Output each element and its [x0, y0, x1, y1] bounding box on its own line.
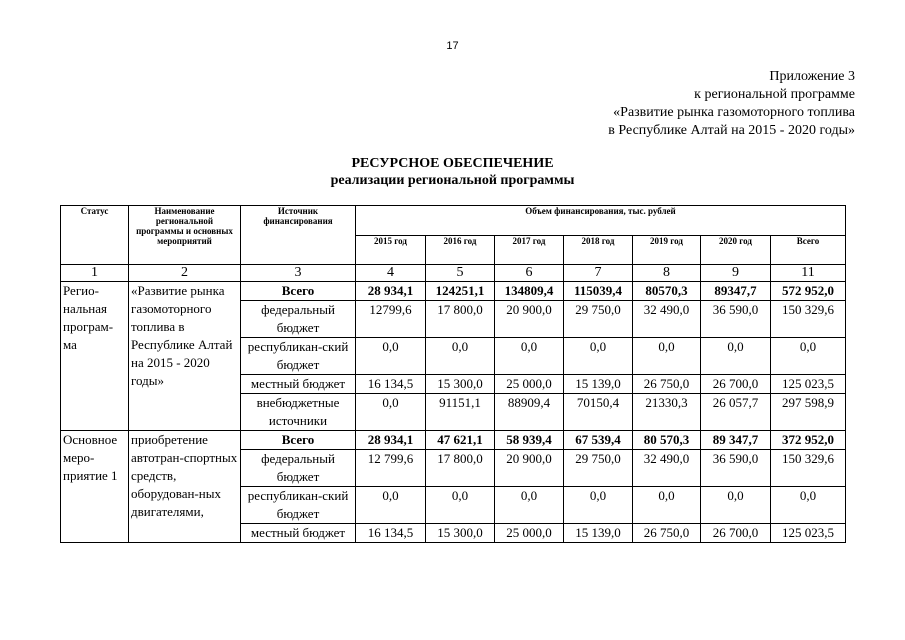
appendix-block — [608, 68, 855, 140]
value-cell: 15 139,0 — [564, 375, 633, 394]
value-cell: 0,0 — [701, 487, 771, 524]
appendix-line: Приложение 3 — [769, 69, 855, 84]
value-cell: 21330,3 — [633, 394, 701, 431]
value-cell: 36 590,0 — [701, 450, 771, 487]
value-cell: 134809,4 — [495, 282, 564, 301]
subtitle-line: реализации региональной программы — [330, 173, 575, 188]
source-cell: Всего — [241, 431, 356, 450]
column-number: 11 — [771, 265, 846, 282]
page-number: 17 — [446, 40, 459, 52]
column-number: 2 — [129, 265, 241, 282]
value-cell: 80570,3 — [633, 282, 701, 301]
value-cell: 58 939,4 — [495, 431, 564, 450]
value-cell: 28 934,1 — [356, 431, 426, 450]
header-year: 2016 год — [426, 235, 495, 265]
value-cell: 15 300,0 — [426, 375, 495, 394]
source-cell: Всего — [241, 282, 356, 301]
value-cell: 297 598,9 — [771, 394, 846, 431]
program-name-cell: «Развитие рынка газомоторного топлива в Республике Алтай на 2015 - 2020 годы» — [129, 282, 241, 431]
header-year: 2017 год — [495, 235, 564, 265]
header-year: 2020 год — [701, 235, 771, 265]
value-cell: 125 023,5 — [771, 524, 846, 543]
value-cell: 16 134,5 — [356, 375, 426, 394]
appendix-line: к региональной программе — [694, 87, 855, 102]
value-cell: 26 750,0 — [633, 524, 701, 543]
value-cell: 0,0 — [356, 338, 426, 375]
resource-table — [60, 205, 846, 543]
source-cell: республикан-ский бюджет — [241, 487, 356, 524]
column-number: 5 — [426, 265, 495, 282]
header-volume: Объем финансирования, тыс. рублей — [356, 206, 846, 236]
value-cell: 12799,6 — [356, 301, 426, 338]
source-cell: федеральный бюджет — [241, 450, 356, 487]
value-cell: 150 329,6 — [771, 301, 846, 338]
value-cell: 0,0 — [356, 487, 426, 524]
value-cell: 88909,4 — [495, 394, 564, 431]
source-cell: местный бюджет — [241, 375, 356, 394]
value-cell: 25 000,0 — [495, 375, 564, 394]
value-cell: 32 490,0 — [633, 301, 701, 338]
value-cell: 29 750,0 — [564, 450, 633, 487]
value-cell: 0,0 — [564, 338, 633, 375]
value-cell: 80 570,3 — [633, 431, 701, 450]
title-line: РЕСУРСНОЕ ОБЕСПЕЧЕНИЕ — [351, 156, 554, 171]
value-cell: 0,0 — [426, 338, 495, 375]
header-name: Наименование региональной программы и основных мероприятий — [129, 206, 241, 265]
source-cell: республикан-ский бюджет — [241, 338, 356, 375]
value-cell: 572 952,0 — [771, 282, 846, 301]
value-cell: 29 750,0 — [564, 301, 633, 338]
value-cell: 115039,4 — [564, 282, 633, 301]
value-cell: 47 621,1 — [426, 431, 495, 450]
header-year: 2018 год — [564, 235, 633, 265]
value-cell: 150 329,6 — [771, 450, 846, 487]
value-cell: 26 700,0 — [701, 524, 771, 543]
table-row — [61, 431, 846, 450]
header-year: 2019 год — [633, 235, 701, 265]
value-cell: 0,0 — [633, 338, 701, 375]
value-cell: 124251,1 — [426, 282, 495, 301]
value-cell: 89 347,7 — [701, 431, 771, 450]
value-cell: 0,0 — [633, 487, 701, 524]
value-cell: 91151,1 — [426, 394, 495, 431]
status-cell: Регио-нальная програм-ма — [61, 282, 129, 431]
value-cell: 0,0 — [426, 487, 495, 524]
value-cell: 0,0 — [771, 338, 846, 375]
value-cell: 16 134,5 — [356, 524, 426, 543]
value-cell: 372 952,0 — [771, 431, 846, 450]
value-cell: 17 800,0 — [426, 450, 495, 487]
value-cell: 12 799,6 — [356, 450, 426, 487]
appendix-line: «Развитие рынка газомоторного топлива — [613, 105, 855, 120]
value-cell: 0,0 — [701, 338, 771, 375]
table-row — [61, 282, 846, 301]
column-number: 1 — [61, 265, 129, 282]
program-name-cell: приобретение автотран-спортных средств, оборудован-ных двигателями, — [129, 431, 241, 543]
value-cell: 0,0 — [771, 487, 846, 524]
column-number: 4 — [356, 265, 426, 282]
column-number: 6 — [495, 265, 564, 282]
value-cell: 26 057,7 — [701, 394, 771, 431]
value-cell: 67 539,4 — [564, 431, 633, 450]
value-cell: 28 934,1 — [356, 282, 426, 301]
value-cell: 0,0 — [495, 487, 564, 524]
source-cell: федеральный бюджет — [241, 301, 356, 338]
value-cell: 0,0 — [356, 394, 426, 431]
header-year: 2015 год — [356, 235, 426, 265]
column-number: 8 — [633, 265, 701, 282]
value-cell: 25 000,0 — [495, 524, 564, 543]
value-cell: 15 300,0 — [426, 524, 495, 543]
header-year: Всего — [771, 235, 846, 265]
column-number: 9 — [701, 265, 771, 282]
column-number: 7 — [564, 265, 633, 282]
column-number: 3 — [241, 265, 356, 282]
header-source: Источник финансирования — [241, 206, 356, 265]
value-cell: 20 900,0 — [495, 450, 564, 487]
value-cell: 26 700,0 — [701, 375, 771, 394]
value-cell: 125 023,5 — [771, 375, 846, 394]
value-cell: 32 490,0 — [633, 450, 701, 487]
appendix-line: в Республике Алтай на 2015 - 2020 годы» — [608, 123, 855, 138]
value-cell: 15 139,0 — [564, 524, 633, 543]
value-cell: 0,0 — [495, 338, 564, 375]
source-cell: внебюджетные источники — [241, 394, 356, 431]
source-cell: местный бюджет — [241, 524, 356, 543]
document-title — [0, 155, 905, 189]
value-cell: 20 900,0 — [495, 301, 564, 338]
value-cell: 26 750,0 — [633, 375, 701, 394]
header-status: Статус — [61, 206, 129, 265]
value-cell: 17 800,0 — [426, 301, 495, 338]
value-cell: 36 590,0 — [701, 301, 771, 338]
value-cell: 0,0 — [564, 487, 633, 524]
value-cell: 70150,4 — [564, 394, 633, 431]
value-cell: 89347,7 — [701, 282, 771, 301]
status-cell: Основное меро-приятие 1 — [61, 431, 129, 543]
